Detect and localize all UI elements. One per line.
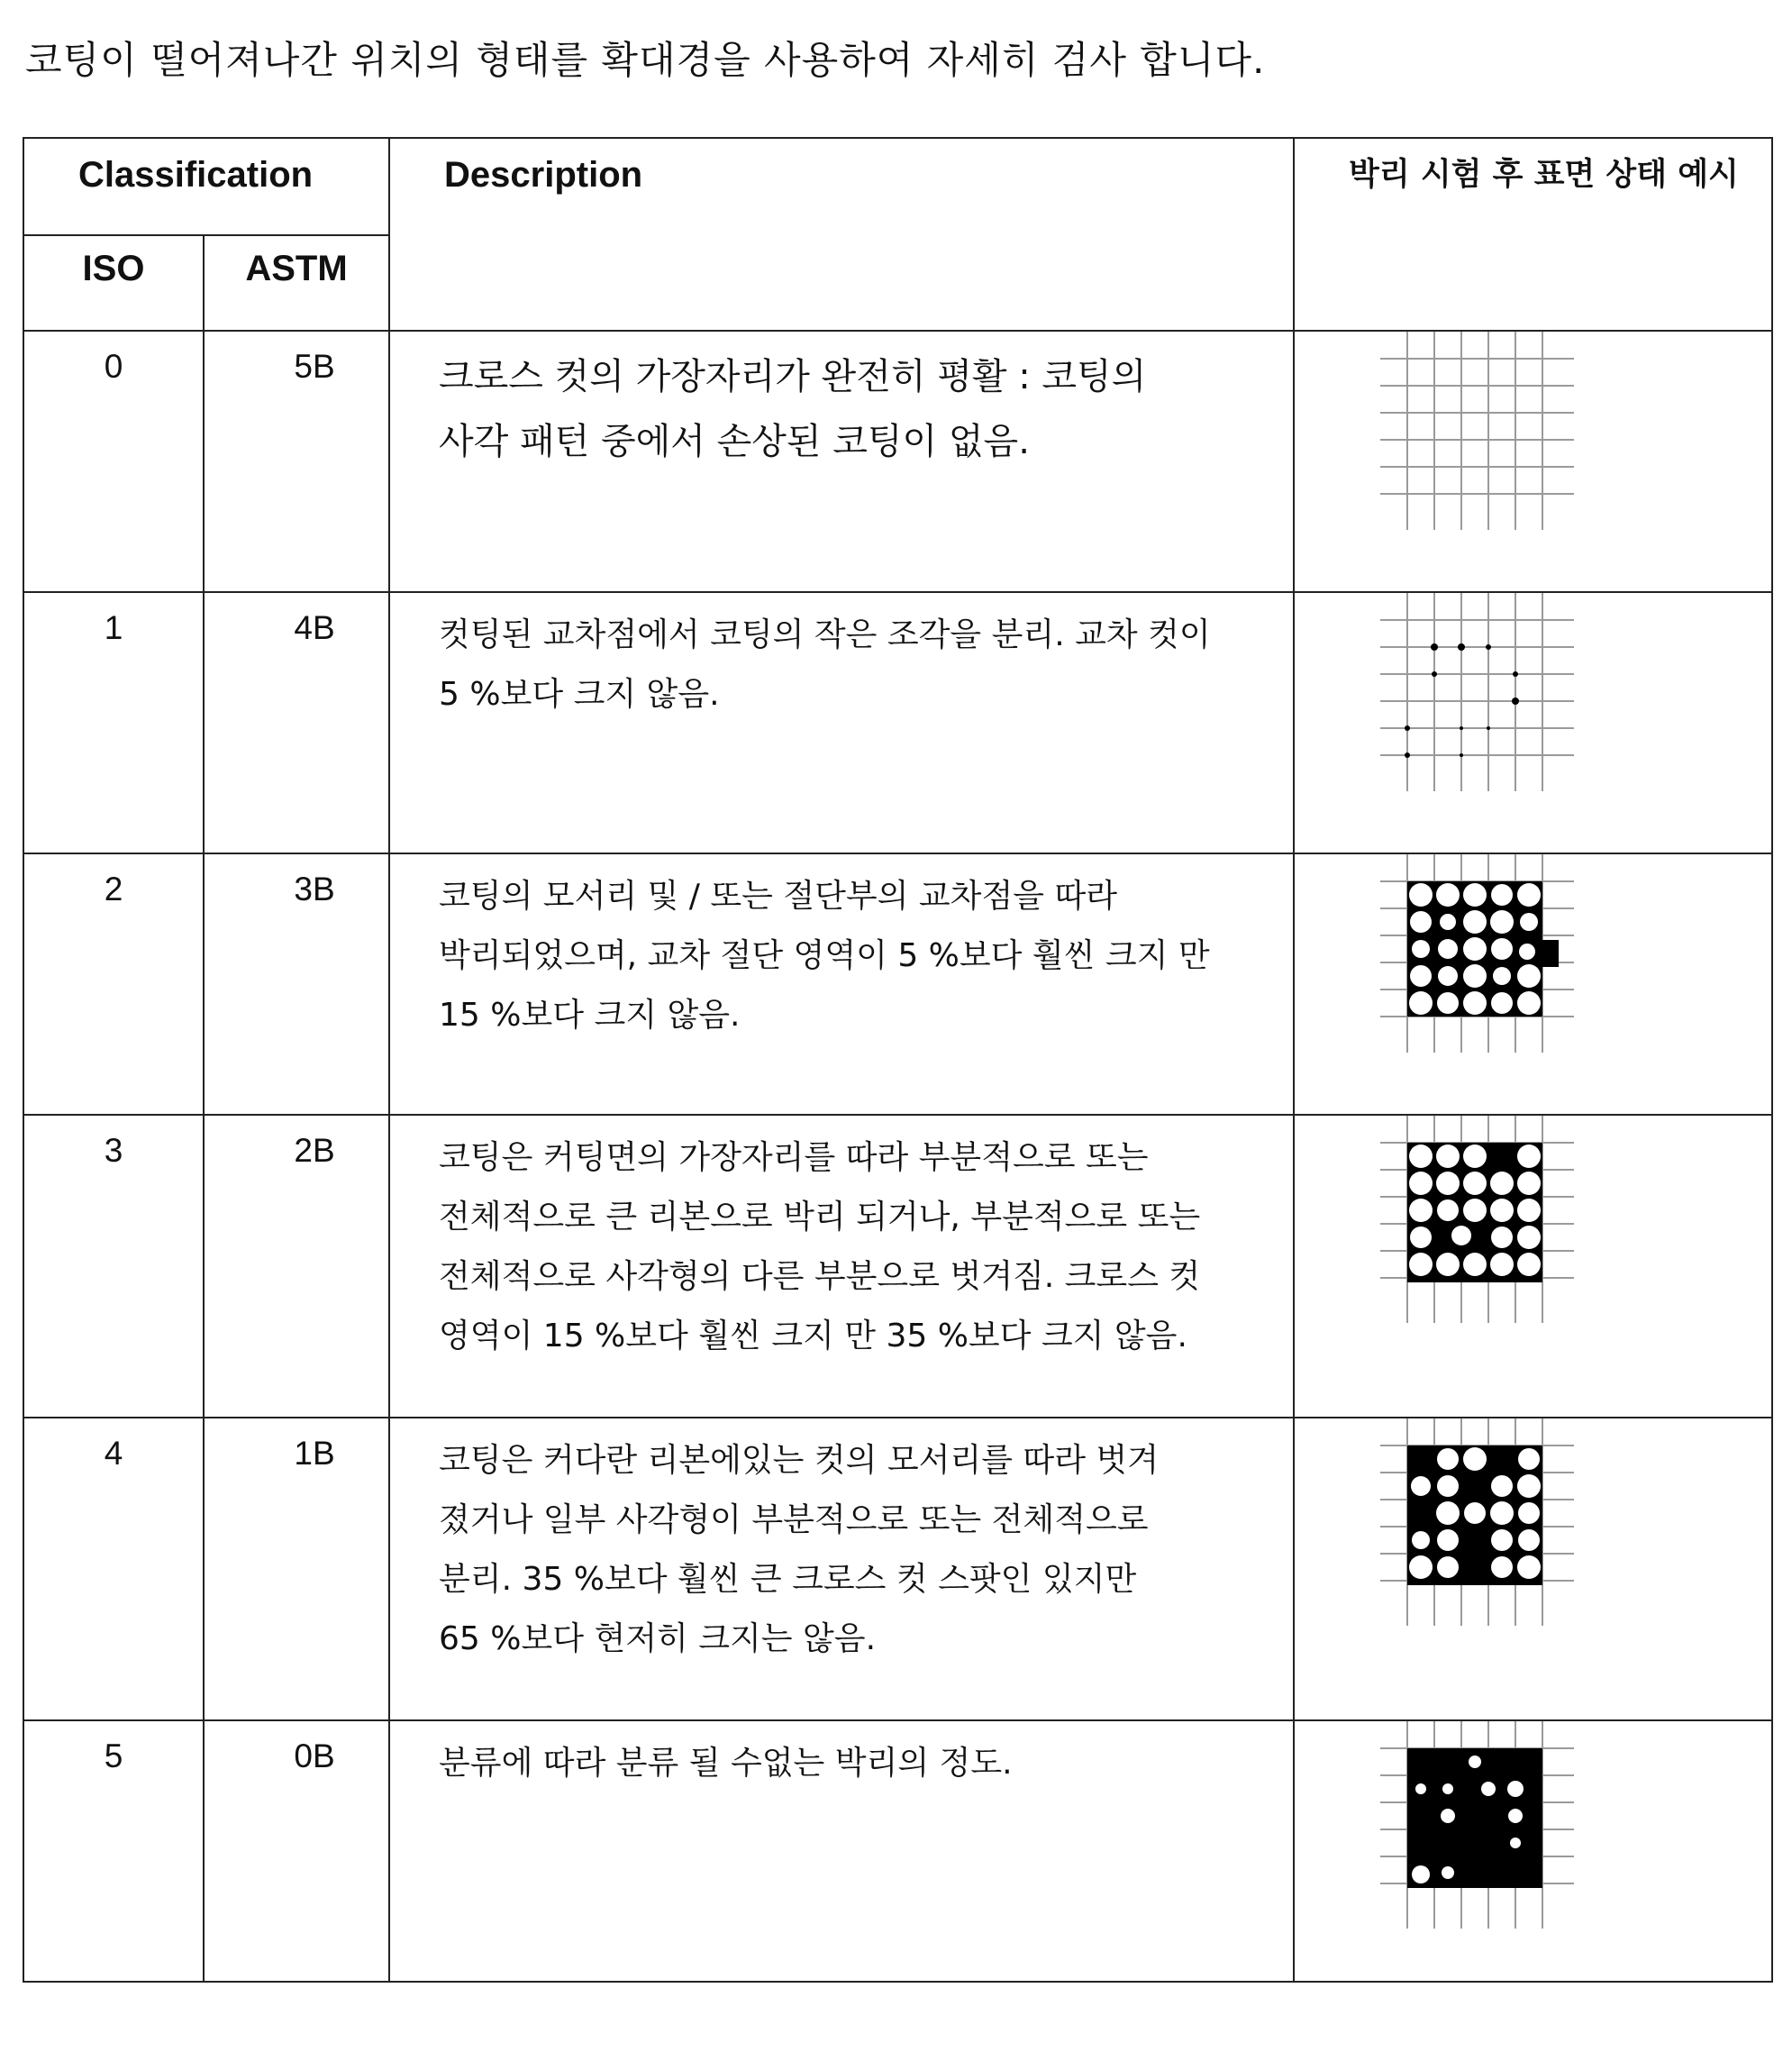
table-row	[23, 853, 1772, 1115]
description-text: 코팅의 모서리 및 / 또는 절단부의 교차점을 따라 박리되었으며, 교차 절단 영역이 5 %보다 훨씬 크지 만 15 %보다 크지 않음.	[439, 878, 1210, 1034]
iso-value: 5	[23, 1720, 204, 1982]
description-cell	[389, 1418, 1294, 1720]
astm-value: 5B	[204, 331, 389, 592]
table-row	[23, 592, 1772, 853]
example-cell	[1294, 1115, 1772, 1418]
iso-value: 1	[23, 592, 204, 853]
crosscut-grid-0b	[1380, 1721, 1578, 1938]
classification-table	[23, 137, 1773, 1983]
example-cell	[1294, 1720, 1772, 1982]
example-cell	[1294, 331, 1772, 592]
description-cell	[389, 331, 1294, 592]
description-cell	[389, 1720, 1294, 1982]
table-row	[23, 331, 1772, 592]
classification-header: Classification	[23, 138, 389, 235]
astm-value: 2B	[204, 1115, 389, 1418]
description-cell	[389, 592, 1294, 853]
crosscut-grid-0b-none	[1380, 332, 1578, 539]
iso-value: 2	[23, 853, 204, 1115]
example-cell	[1294, 592, 1772, 853]
header-row	[23, 138, 1772, 235]
astm-value: 1B	[204, 1418, 389, 1720]
astm-value: 4B	[204, 592, 389, 853]
crosscut-grid-3b	[1380, 854, 1578, 1062]
description-cell	[389, 853, 1294, 1115]
astm-header: ASTM	[204, 235, 389, 331]
example-header: 박리 시험 후 표면 상태 예시	[1294, 138, 1772, 331]
iso-value: 3	[23, 1115, 204, 1418]
iso-value: 0	[23, 331, 204, 592]
intro-text: 코팅이 떨어져나간 위치의 형태를 확대경을 사용하여 자세히 검사 합니다.	[25, 38, 1266, 82]
description-cell	[389, 1115, 1294, 1418]
table-row	[23, 1115, 1772, 1418]
description-text: 코팅은 커팅면의 가장자리를 따라 부분적으로 또는 전체적으로 큰 리본으로 박리 되거나, 부분적으로 또는 전체적으로 사각형의 다른 부분으로 벗겨짐. 크로스 컷 영역이 15 %보다 훨씬 크지 만 35 %보다 크지 않음.	[439, 1139, 1201, 1354]
description-header: Description	[389, 138, 1294, 331]
description-text: 컷팅된 교차점에서 코팅의 작은 조각을 분리. 교차 컷이 5 %보다 크지 않음.	[439, 616, 1211, 713]
crosscut-grid-1b	[1380, 593, 1578, 800]
astm-value: 3B	[204, 853, 389, 1115]
iso-value: 4	[23, 1418, 204, 1720]
description-text: 크로스 컷의 가장자리가 완전히 평활 : 코팅의 사각 패턴 중에서 손상된 코팅이 없음.	[439, 356, 1147, 462]
iso-header: ISO	[23, 235, 204, 331]
table-row	[23, 1418, 1772, 1720]
table-row	[23, 1720, 1772, 1982]
description-text: 코팅은 커다란 리본에있는 컷의 모서리를 따라 벗겨 졌거나 일부 사각형이 부분적으로 또는 전체적으로 분리. 35 %보다 훨씬 큰 크로스 컷 스팟인 있지만 65 %보다 현저히 크지는 않음.	[439, 1442, 1159, 1657]
crosscut-grid-2b	[1380, 1116, 1578, 1332]
crosscut-grid-1b-heavy	[1380, 1418, 1578, 1635]
example-cell	[1294, 853, 1772, 1115]
example-cell	[1294, 1418, 1772, 1720]
astm-value: 0B	[204, 1720, 389, 1982]
description-text: 분류에 따라 분류 될 수없는 박리의 정도.	[439, 1745, 1013, 1782]
